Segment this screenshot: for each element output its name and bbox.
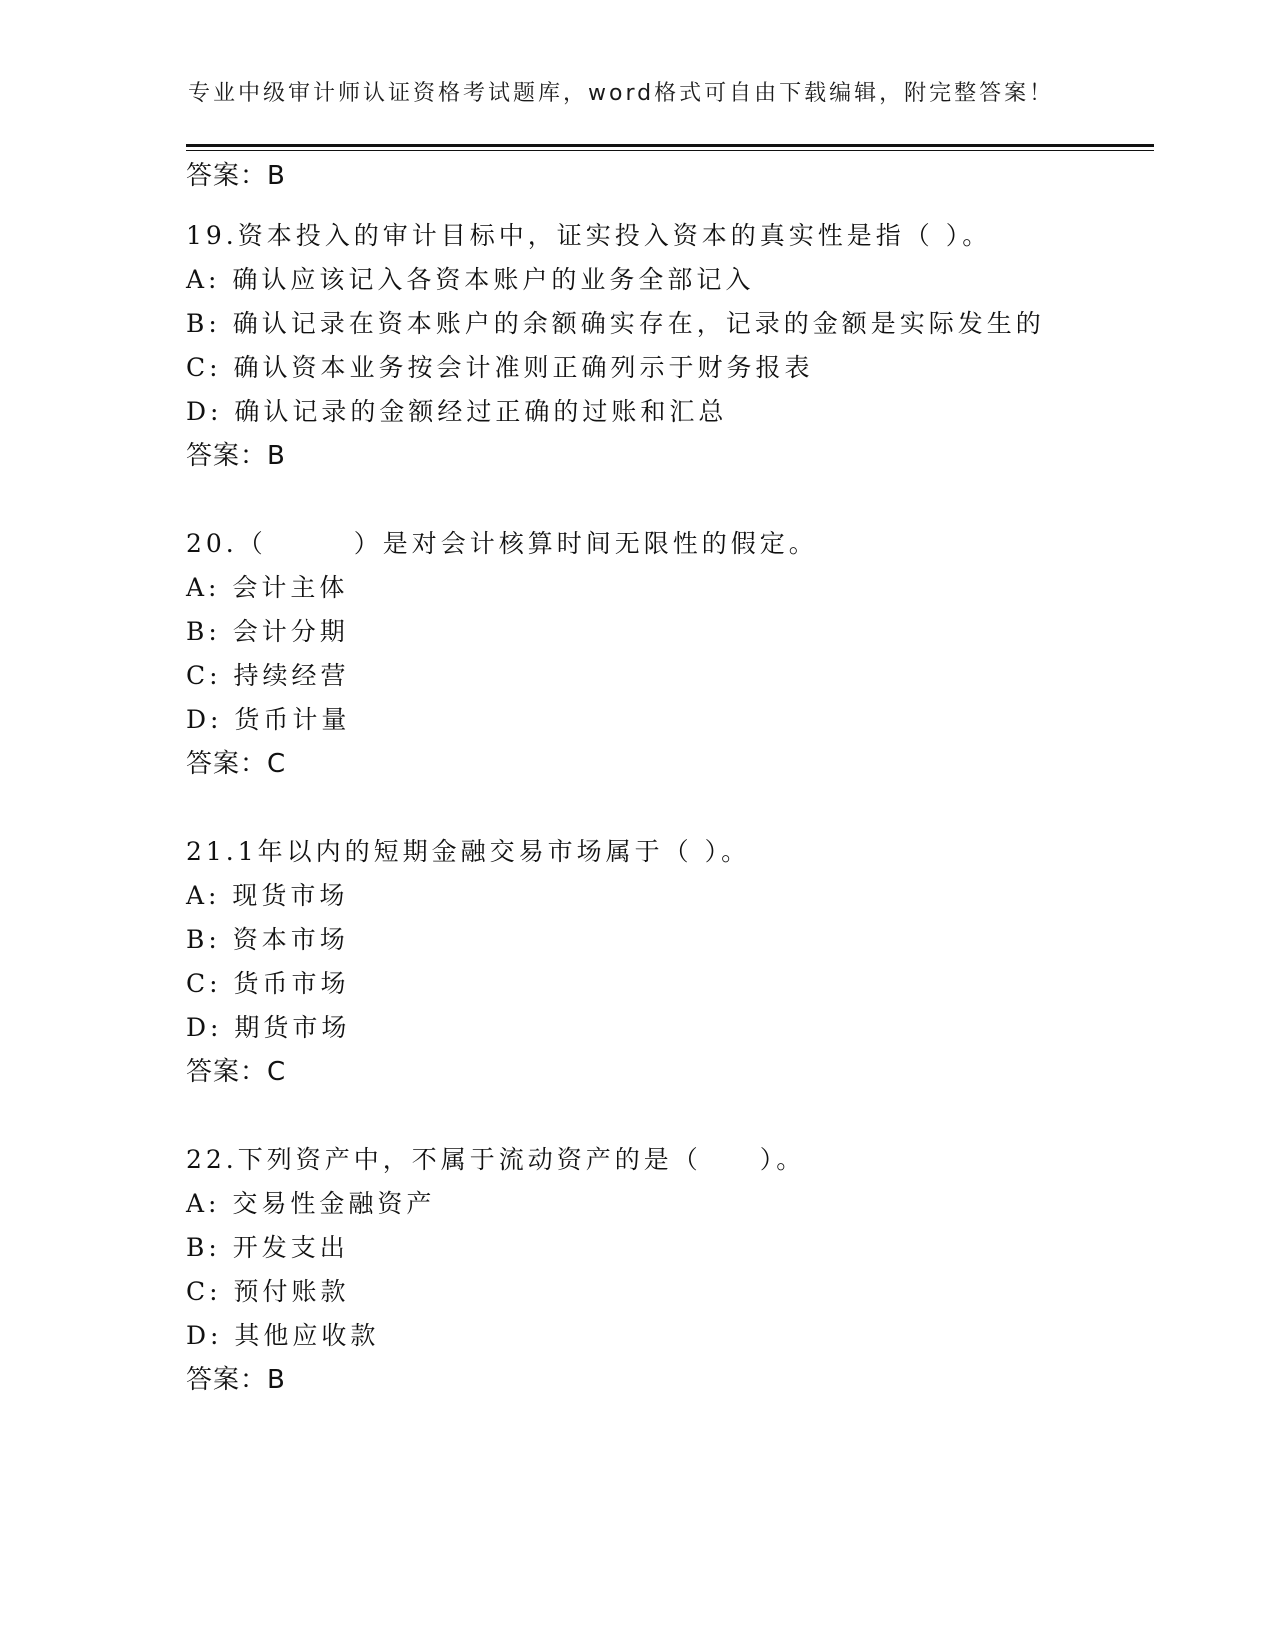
page-header: 专业中级审计师认证资格考试题库，word格式可自由下载编辑，附完整答案！ xyxy=(188,81,1055,106)
question-21-option-d: D: 期货市场 xyxy=(186,1013,351,1042)
question-21-option-c: C: 货币市场 xyxy=(186,969,350,998)
question-20-option-b: B: 会计分期 xyxy=(186,617,349,646)
question-19-option-b: B: 确认记录在资本账户的余额确实存在，记录的金额是实际发生的 xyxy=(186,309,1045,338)
question-19-option-c: C: 确认资本业务按会计准则正确列示于财务报表 xyxy=(186,353,814,382)
header-divider-thick xyxy=(186,144,1154,147)
previous-answer: 答案：B xyxy=(186,161,286,191)
question-21-answer: 答案：C xyxy=(186,1057,287,1087)
question-22-option-c: C: 预付账款 xyxy=(186,1277,350,1306)
question-22-answer: 答案：B xyxy=(186,1365,286,1395)
question-20-stem: 20.（ ）是对会计核算时间无限性的假定。 xyxy=(186,529,818,558)
question-19-answer: 答案：B xyxy=(186,441,286,471)
question-20-option-d: D: 货币计量 xyxy=(186,705,351,734)
question-19-option-a: A: 确认应该记入各资本账户的业务全部记入 xyxy=(186,265,755,294)
question-22-option-b: B: 开发支出 xyxy=(186,1233,349,1262)
question-21-stem: 21.1年以内的短期金融交易市场属于（ ）。 xyxy=(186,837,751,866)
header-divider-thin xyxy=(186,150,1154,151)
question-20-option-a: A: 会计主体 xyxy=(186,573,349,602)
question-21-option-a: A: 现货市场 xyxy=(186,881,349,910)
question-22-stem: 22.下列资产中，不属于流动资产的是（ ）。 xyxy=(186,1145,806,1174)
question-20-option-c: C: 持续经营 xyxy=(186,661,350,690)
question-22-option-a: A: 交易性金融资产 xyxy=(186,1189,436,1218)
question-22-option-d: D: 其他应收款 xyxy=(186,1321,380,1350)
question-21-option-b: B: 资本市场 xyxy=(186,925,349,954)
question-19-stem: 19.资本投入的审计目标中，证实投入资本的真实性是指（ ）。 xyxy=(186,221,992,250)
question-20-answer: 答案：C xyxy=(186,749,287,779)
question-19-option-d: D: 确认记录的金额经过正确的过账和汇总 xyxy=(186,397,728,426)
